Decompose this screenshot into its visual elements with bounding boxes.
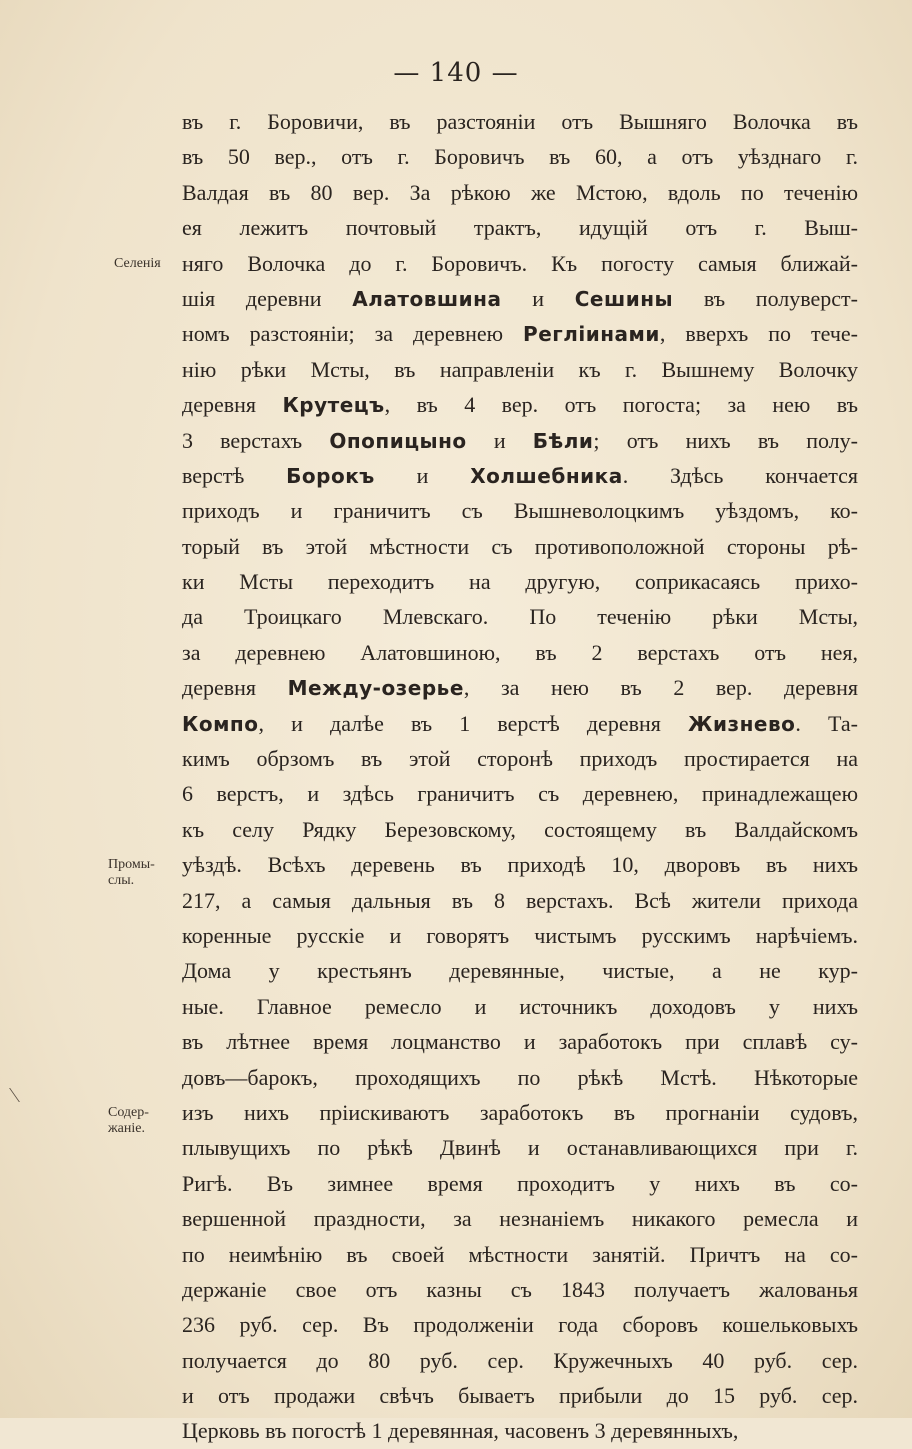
text-run: за деревнею Алатовшиною, въ 2 верстахъ отъ нея,: [182, 639, 858, 665]
text-run: деревня: [182, 675, 288, 701]
text-run: , и далѣе въ 1 верстѣ деревня: [258, 710, 688, 736]
text-run: 217, а самыя дальныя въ 8 верстахъ. Всѣ жители прихода: [182, 887, 858, 913]
place-name: Алатовшина: [352, 286, 502, 311]
text-line: [182, 458, 858, 493]
text-run: 3 верстахъ: [182, 427, 330, 453]
text-line: [182, 989, 858, 1024]
margin-note: Промы- слы.: [108, 857, 155, 889]
text-run: и: [501, 285, 575, 311]
text-run: въ 50 вер., отъ г. Боровичъ въ 60, а отъ уѣзднаго г.: [182, 144, 858, 170]
text-run: Ригѣ. Въ зимнее время проходитъ у нихъ въ со-: [182, 1170, 858, 1196]
text-run: вершенной праздности, за незнаніемъ никакого ремесла и: [182, 1206, 858, 1232]
text-line: [182, 776, 858, 811]
text-run: ные. Главное ремесло и источникъ доходовъ у нихъ: [182, 993, 858, 1019]
text-line: [182, 1413, 858, 1448]
text-run: и: [466, 427, 533, 453]
place-name: Борокъ: [286, 463, 375, 488]
place-name: Сешины: [574, 286, 674, 311]
place-name: Холшебника: [470, 463, 623, 488]
text-run: уѣздѣ. Всѣхъ деревень въ приходѣ 10, дворовъ въ нихъ: [182, 852, 858, 878]
text-run: Церковь въ погостѣ 1 деревянная, часовенъ 3 деревянныхъ,: [182, 1418, 739, 1444]
text-run: 6 верстъ, и здѣсь граничитъ съ деревнею, принадлежащею: [182, 781, 858, 807]
text-run: плывущихъ по рѣкѣ Двинѣ и останавливающихся при г.: [182, 1135, 858, 1161]
text-line: [182, 1343, 858, 1378]
text-line: [182, 564, 858, 599]
text-run: няго Волочка до г. Боровичъ. Къ погосту самыя ближай-: [182, 250, 858, 276]
text-line: [182, 493, 858, 528]
text-run: къ селу Рядку Березовскому, состоящему въ Валдайскомъ: [182, 816, 858, 842]
text-line: [182, 1272, 858, 1307]
pencil-mark: [9, 1088, 30, 1102]
text-run: нію рѣки Мсты, въ направленіи къ г. Вышнему Волочку: [182, 356, 858, 382]
text-run: по неимѣнію въ своей мѣстности занятій. Причтъ на со-: [182, 1241, 858, 1267]
margin-note: Селенія: [114, 255, 161, 271]
text-run: . Здѣсь кончается: [622, 462, 858, 488]
page-number: — 140 —: [393, 58, 519, 88]
text-run: ея лежитъ почтовый трактъ, идущій отъ г. Выш-: [182, 215, 858, 241]
text-line: [182, 1060, 858, 1095]
text-line: [182, 741, 858, 776]
place-name: Регліинами: [523, 322, 660, 347]
text-run: изъ нихъ пріискиваютъ заработокъ въ прогнаніи судовъ,: [182, 1099, 858, 1125]
text-line: [182, 918, 858, 953]
text-run: да Троицкаго Млевскаго. По теченію рѣки Мсты,: [182, 604, 858, 630]
text-line: [182, 1237, 858, 1272]
place-name: Опопицыно: [329, 428, 467, 453]
text-line: [182, 599, 858, 634]
text-run: . Та-: [795, 710, 859, 736]
text-run: Валдая въ 80 вер. За рѣкою же Мстою, вдоль по теченію: [182, 179, 858, 205]
text-line: [182, 1307, 858, 1342]
text-run: верстѣ: [182, 462, 287, 488]
text-run: , въ 4 вер. отъ погоста; за нею въ: [384, 392, 858, 418]
text-line: [182, 387, 858, 422]
text-line: [182, 812, 858, 847]
text-run: коренные русскіе и говорятъ чистымъ русскимъ нарѣчіемъ.: [182, 922, 858, 948]
text-run: получается до 80 руб. сер. Кружечныхъ 40 руб. сер.: [182, 1347, 858, 1373]
text-run: 236 руб. сер. Въ продолженіи года сборовъ кошельковыхъ: [182, 1312, 858, 1338]
text-line: [182, 847, 858, 882]
text-line: [182, 1201, 858, 1236]
text-line: [182, 175, 858, 210]
text-line: [182, 1024, 858, 1059]
text-run: , вверхъ по тече-: [659, 321, 858, 347]
text-line: [182, 1378, 858, 1413]
text-line: [182, 423, 858, 458]
text-line: [182, 1130, 858, 1165]
place-name: Крутецъ: [282, 393, 385, 418]
text-run: , за нею въ 2 вер. деревня: [463, 675, 858, 701]
text-run: держаніе свое отъ казны съ 1843 получаетъ жалованья: [182, 1276, 858, 1302]
text-line: [182, 281, 858, 316]
text-line: [182, 352, 858, 387]
place-name: Компо: [182, 711, 259, 736]
text-run: ки Мсты переходитъ на другую, соприкасаясь прихо-: [182, 569, 858, 595]
place-name: Между-озерье: [287, 676, 464, 701]
text-line: [182, 883, 858, 918]
text-line: [182, 953, 858, 988]
text-run: въ лѣтнее время лоцманство и заработокъ при сплавѣ су-: [182, 1029, 858, 1055]
text-line: [182, 1095, 858, 1130]
text-line: [182, 670, 858, 705]
text-line: [182, 635, 858, 670]
text-line: [182, 316, 858, 351]
body-text: [182, 104, 858, 1449]
text-run: деревня: [182, 392, 283, 418]
text-line: [182, 210, 858, 245]
margin-note: Содер- жаніе.: [108, 1105, 149, 1137]
text-run: приходъ и граничитъ съ Вышневолоцкимъ уѣздомъ, ко-: [182, 498, 858, 524]
text-line: [182, 246, 858, 281]
text-line: [182, 139, 858, 174]
text-run: довъ—барокъ, проходящихъ по рѣкѣ Мстѣ. Нѣкоторые: [182, 1064, 858, 1090]
text-line: [182, 706, 858, 741]
place-name: Жизнево: [688, 711, 796, 736]
text-run: и: [374, 462, 471, 488]
text-run: и отъ продажи свѣчъ бываетъ прибыли до 15 руб. сер.: [182, 1383, 858, 1409]
text-run: кимъ обрзомъ въ этой сторонѣ приходъ простирается на: [182, 746, 858, 772]
text-run: въ г. Боровичи, въ разстояніи отъ Вышняго Волочка въ: [182, 109, 858, 134]
text-line: [182, 104, 858, 139]
text-line: [182, 529, 858, 564]
text-run: торый въ этой мѣстности съ противоположной стороны рѣ-: [182, 533, 858, 559]
text-run: ; отъ нихъ въ полу-: [593, 427, 858, 453]
text-run: Дома у крестьянъ деревянные, чистые, а не кур-: [182, 958, 858, 984]
text-run: шія деревни: [182, 285, 353, 311]
text-run: въ полуверст-: [673, 285, 858, 311]
place-name: Бѣли: [532, 428, 594, 453]
text-run: номъ разстояніи; за деревнею: [182, 321, 524, 347]
text-line: [182, 1166, 858, 1201]
